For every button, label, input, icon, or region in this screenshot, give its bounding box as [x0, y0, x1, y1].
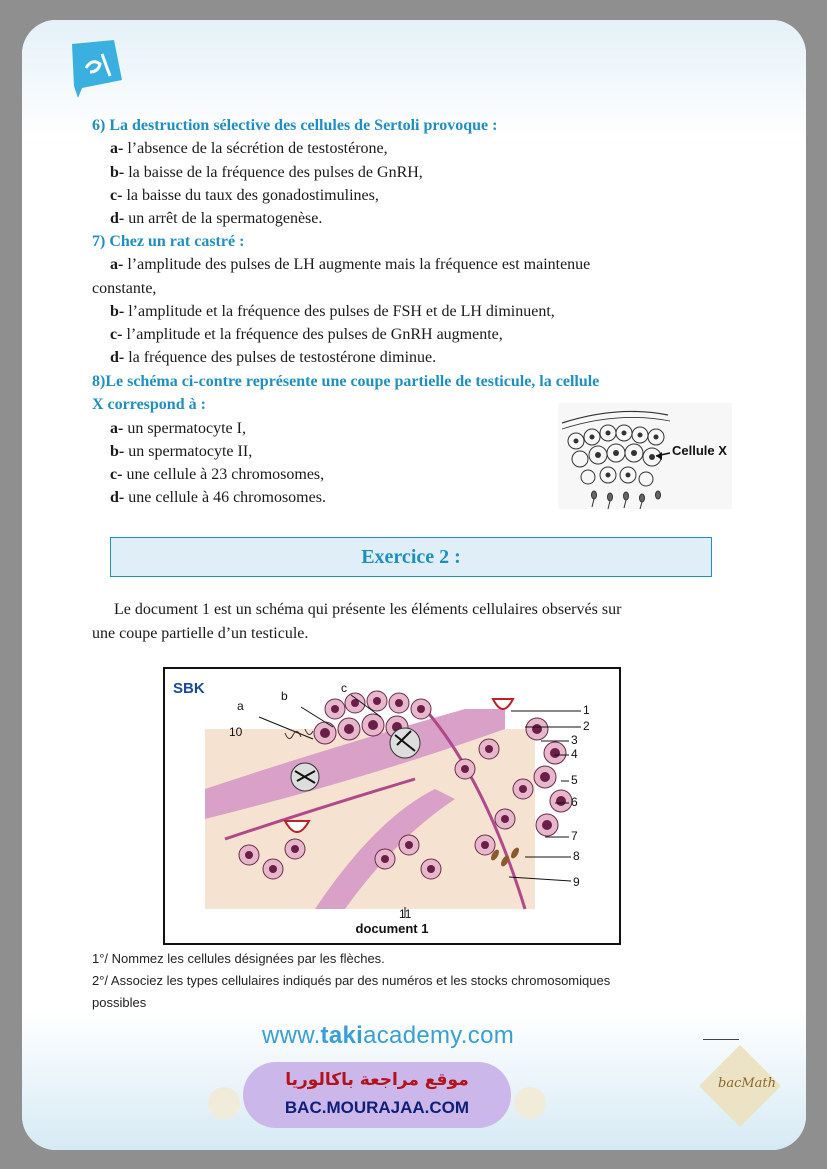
banner-arabic-text: موقع مراجعة باكالوريا — [285, 1070, 469, 1090]
label-9: 9 — [573, 875, 580, 889]
letter-b: b — [281, 689, 288, 703]
label-8: 8 — [573, 849, 580, 863]
option-a: a- l’amplitude des pulses de LH augmente mais la fréquence est maintenue — [110, 256, 591, 274]
option-d: d- une cellule à 46 chromosomes. — [110, 489, 326, 507]
label-2: 2 — [583, 719, 590, 733]
right-badge-icon — [514, 1087, 546, 1119]
question-title-line2: X correspond à : — [92, 396, 206, 414]
label-5: 5 — [571, 773, 578, 787]
label-7: 7 — [571, 829, 578, 843]
bacmath-text: bacMath — [718, 1076, 777, 1091]
option-a-continued: constante, — [92, 279, 157, 297]
label-10: 10 — [229, 725, 243, 739]
testis-section-drawing — [165, 669, 619, 919]
question-1: 1°/ Nommez les cellules désignées par les flèches. — [92, 951, 385, 966]
option-c: c- une cellule à 23 chromosomes, — [110, 466, 325, 484]
question-title-line1: 8)Le schéma ci-contre représente une coupe partielle de testicule, la cellule — [92, 373, 600, 390]
intro-line-1: Le document 1 est un schéma qui présente les éléments cellulaires observés sur — [114, 601, 622, 618]
page-number-line — [703, 1039, 739, 1040]
exercise-title: Exercice 2 : — [361, 545, 461, 568]
option-d: d- la fréquence des pulses de testostérone diminue. — [110, 349, 437, 367]
cellule-x-label: Cellule X — [672, 443, 727, 458]
exercise-intro — [92, 598, 712, 646]
option-b: b- l’amplitude et la fréquence des pulses de FSH et de LH diminuent, — [110, 302, 555, 320]
label-11: 11 — [399, 907, 412, 921]
option-a: a- l’absence de la sécrétion de testostérone, — [110, 140, 388, 158]
exercise-2-header — [110, 537, 712, 577]
letter-c: c — [341, 681, 347, 695]
letter-a: a — [237, 699, 244, 713]
label-4: 4 — [571, 747, 578, 761]
label-3: 3 — [571, 733, 578, 747]
question-title: 7) Chez un rat castré : — [92, 233, 245, 250]
option-c: c- la baisse du taux des gonadostimulines, — [110, 186, 379, 204]
question-8 — [92, 370, 599, 510]
label-6: 6 — [571, 795, 578, 809]
document-1-figure — [163, 667, 621, 945]
option-b: b- la baisse de la fréquence des pulses de GnRH, — [110, 163, 423, 181]
bac-mourajaa-banner[interactable] — [243, 1062, 511, 1128]
sbk-logo-text: SBK — [173, 680, 205, 697]
left-badge-icon — [208, 1087, 240, 1119]
exercise-2-questions — [92, 948, 732, 1014]
option-c: c- l’amplitude et la fréquence des pulses de GnRH augmente, — [110, 326, 503, 344]
intro-line-2: une coupe partielle d’un testicule. — [92, 625, 309, 642]
question-7 — [92, 230, 590, 370]
question-2-continued: possibles — [92, 995, 147, 1010]
takiacademy-logo-icon — [68, 38, 126, 98]
document-caption: document 1 — [355, 921, 429, 936]
option-b: b- un spermatocyte II, — [110, 442, 253, 460]
question-6 — [92, 114, 497, 230]
option-d: d- un arrêt de la spermatogenèse. — [110, 210, 323, 228]
banner-url: BAC.MOURAJAA.COM — [284, 1098, 470, 1117]
label-1: 1 — [583, 703, 590, 717]
question-2: 2°/ Associez les types cellulaires indiqués par des numéros et les stocks chromosomiques — [92, 973, 611, 988]
website-link[interactable]: www.takiacademy.com — [262, 1022, 515, 1049]
question-title: 6) La destruction sélective des cellules de Sertoli provoque : — [92, 117, 498, 134]
option-a: a- un spermatocyte I, — [110, 419, 246, 437]
